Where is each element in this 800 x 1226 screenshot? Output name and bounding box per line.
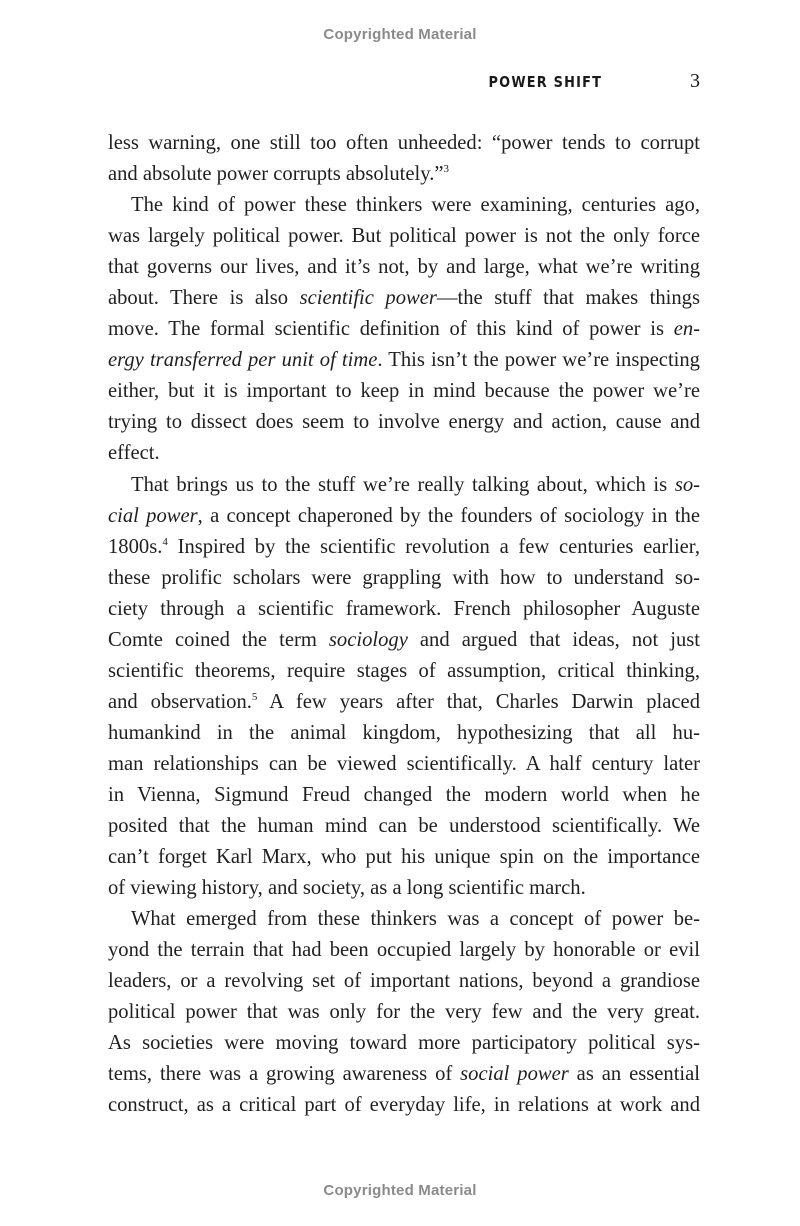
page-number: 3 (690, 70, 700, 92)
text-line: in Vienna, Sigmund Freud changed the modern world when he (108, 783, 700, 806)
text-line: yond the terrain that had been occupied largely by honorable or evil (108, 939, 700, 962)
text-line: That brings us to the stuff we’re really talking about, which is so- (131, 473, 700, 496)
text-line: ciety through a scientific framework. French philosopher Auguste (108, 597, 700, 620)
text-line: that governs our lives, and it’s not, by and large, what we’re writing (108, 256, 700, 279)
emphasis: social power (460, 1063, 569, 1086)
emphasis: so- (674, 473, 700, 496)
text-line: and observation.$^5$ A few years after that, Charles Darwin placed (108, 690, 700, 713)
text-line: political power that was only for the very few and the very great. (108, 1001, 700, 1024)
text-line: move. The formal scientific definition of this kind of power is en- (108, 318, 700, 341)
text-line: was largely political power. But political power is not the only force (108, 225, 700, 248)
text-line: As societies were moving toward more participatory political sys- (108, 1032, 700, 1055)
text-line: can’t forget Karl Marx, who put his unique spin on the importance (108, 846, 700, 869)
footnote-marker: 4 (162, 535, 168, 548)
text-line: The kind of power these thinkers were examining, centuries ago, (131, 194, 700, 217)
emphasis: ergy transferred per unit of time (108, 349, 378, 372)
text-line: either, but it is important to keep in mind because the power we’re (108, 380, 700, 403)
text-line: 1800s.$^4$ Inspired by the scientific revolution a few centuries earlier, (108, 535, 700, 558)
text-line: Comte coined the term sociology and argued that ideas, not just (108, 628, 700, 651)
text-line: humankind in the animal kingdom, hypothesizing that all hu- (108, 721, 700, 744)
emphasis: scientific power (299, 287, 437, 310)
footnote-marker: 5 (251, 690, 258, 703)
text-line: ergy transferred per unit of time. This isn’t the power we’re inspecting (108, 349, 700, 372)
text-line: tems, there was a growing awareness of social power as an essential (108, 1063, 701, 1086)
footnote-marker: 3 (443, 163, 450, 176)
text-line: trying to dissect does seem to involve energy and action, cause and (108, 411, 700, 434)
text-line: about. There is also scientific power—the stuff that makes things (108, 287, 700, 310)
text-line: scientific theorems, require stages of assumption, critical thinking, (108, 659, 700, 682)
text-line: man relationships can be viewed scientifically. A half century later (108, 752, 700, 775)
emphasis: sociology (328, 628, 408, 651)
emphasis: en- (673, 318, 700, 341)
text-line: less warning, one still too often unheeded: “power tends to corrupt (108, 132, 700, 154)
copyright-watermark-top: Copyrighted Material (323, 26, 477, 43)
body-text (108, 128, 700, 1122)
running-head (108, 70, 700, 96)
text-line: cial power, a concept chaperoned by the founders of sociology in the (108, 504, 700, 527)
text-line: construct, as a critical part of everyday life, in relations at work and (108, 1094, 700, 1117)
chapter-title: POWER SHIFT (488, 73, 602, 91)
text-line: effect. (108, 442, 160, 465)
emphasis: cial power (108, 504, 198, 527)
text-line: these prolific scholars were grappling with how to understand so- (108, 566, 700, 589)
text-line: leaders, or a revolving set of important nations, beyond a grandiose (108, 970, 700, 993)
text-line: and absolute power corrupts absolutely.”$^3$ (108, 163, 450, 186)
copyright-watermark-bottom: Copyrighted Material (323, 1182, 477, 1199)
text-line: of viewing history, and society, as a long scientific march. (108, 877, 586, 900)
text-line: What emerged from these thinkers was a concept of power be- (131, 908, 700, 931)
text-line: posited that the human mind can be understood scientifically. We (108, 815, 700, 838)
